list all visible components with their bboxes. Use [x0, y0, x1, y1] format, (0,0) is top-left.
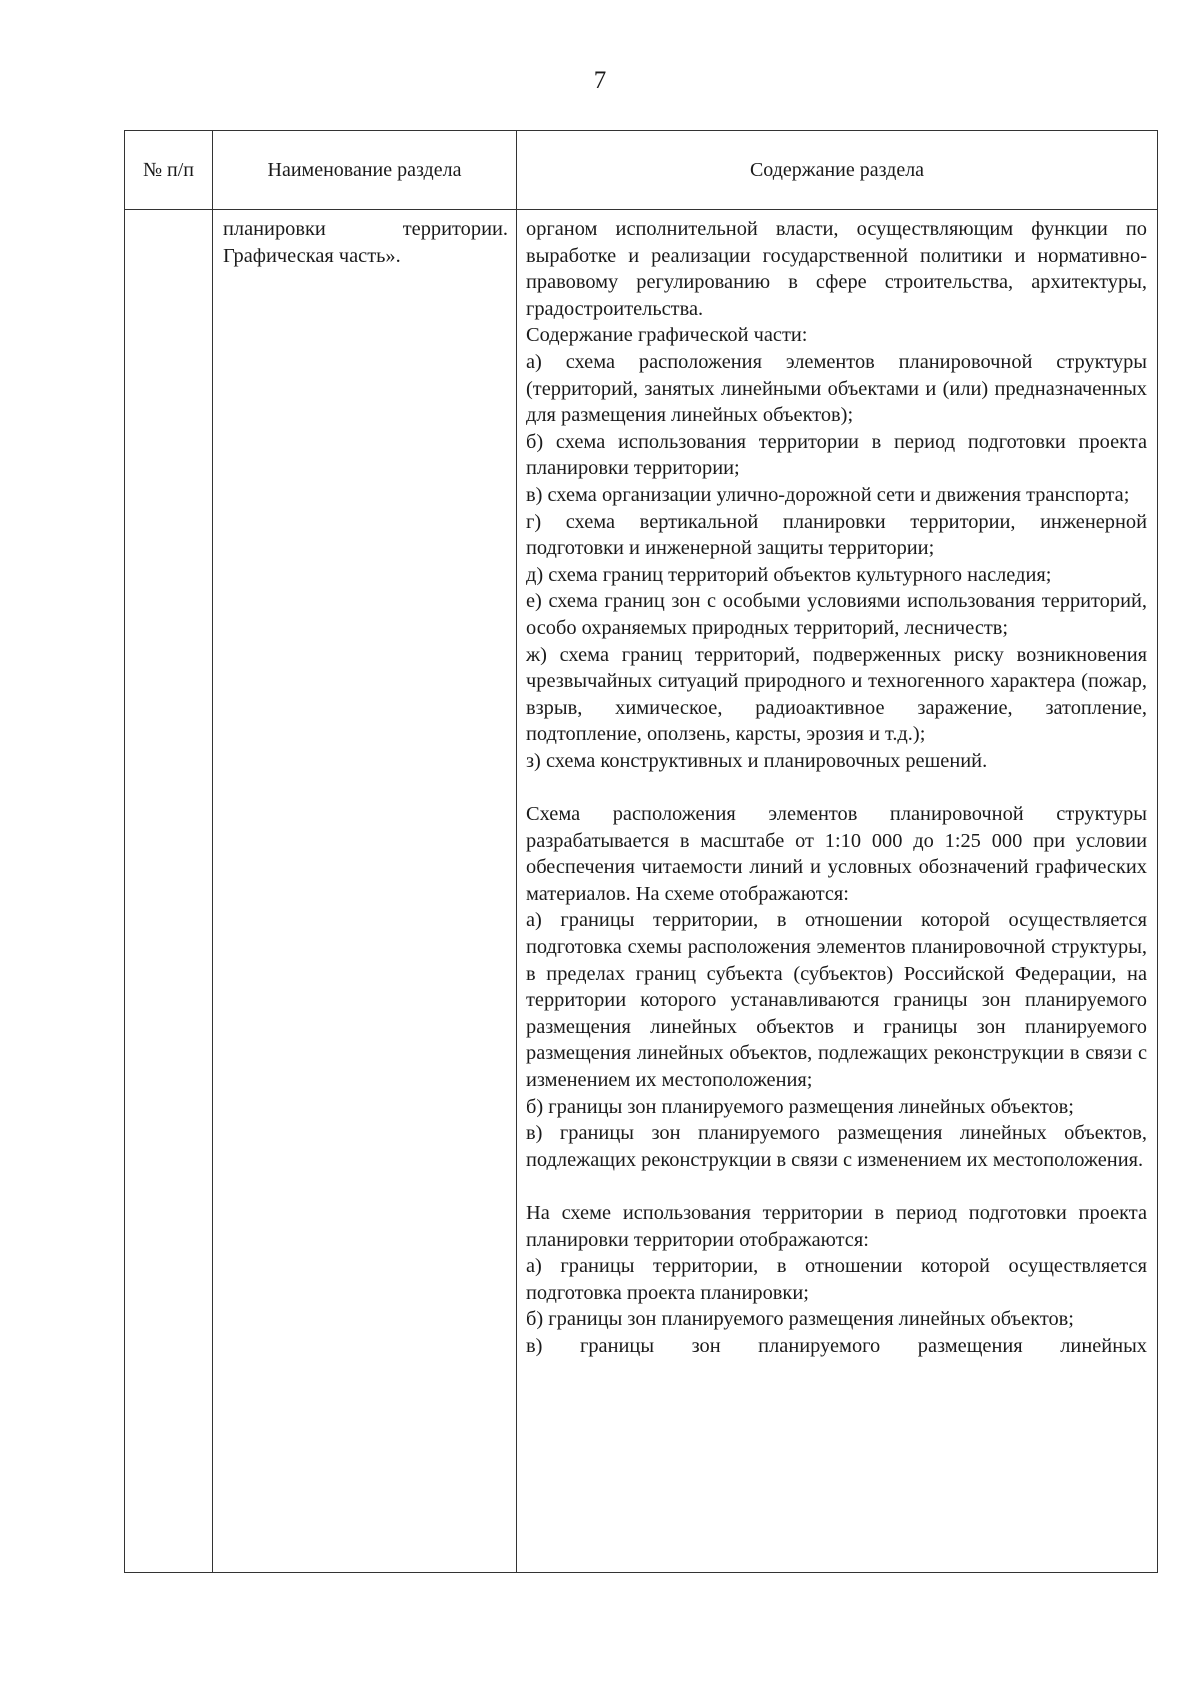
section-name: планировки территории. Графическая часть».	[223, 218, 508, 267]
document-table	[124, 130, 1158, 1573]
table-header-row	[125, 131, 1158, 210]
section-content	[517, 210, 1157, 1360]
row-num-cell	[125, 210, 213, 1573]
list-item: в) границы зон планируемого размещения линейных	[526, 1334, 1147, 1357]
table-row	[125, 210, 1158, 1573]
content-paragraph: На схеме использования территории в период подготовки проекта планировки территории отображаются:	[526, 1201, 1147, 1251]
list-item: в) схема организации улично-дорожной сети и движения транспорта;	[526, 483, 1130, 506]
list-item: д) схема границ территорий объектов культурного наследия;	[526, 563, 1052, 586]
list-item: а) границы территории, в отношении которой осуществляется подготовка проекта планировки;	[526, 1255, 1147, 1304]
header-content: Содержание раздела	[517, 131, 1158, 210]
list-item: а) границы территории, в отношении которой осуществляется подготовка схемы расположения элементов планировочной структуры, в пределах границ субъекта (субъектов) Российской Федерации, на территории которого устанавливаются границы зон планируемого размещения линейных объектов и границы зон планируемого размещения линейных объектов, подлежащих реконструкции в связи с изменением их местоположения;	[526, 909, 1147, 1091]
row-name-cell	[213, 210, 517, 1573]
list-item: е) схема границ зон с особыми условиями использования территорий, особо охраняемых природных территорий, лесничеств;	[526, 590, 1147, 639]
list-item: з) схема конструктивных и планировочных решений.	[526, 749, 988, 772]
list-item: б) границы зон планируемого размещения линейных объектов;	[526, 1095, 1074, 1118]
list-item: а) схема расположения элементов планировочной структуры (территорий, занятых линейными объектами и (или) предназначенных для размещения линейных объектов);	[526, 350, 1147, 427]
content-paragraph: Содержание графической части:	[526, 324, 808, 347]
content-paragraph: Схема расположения элементов планировочной структуры разрабатывается в масштабе от 1:10 000 до 1:25 000 при условии обеспечения читаемости линий и условных обозначений графических материалов. На схеме отображаются:	[526, 803, 1147, 905]
header-num: № п/п	[125, 131, 213, 210]
list-item: в) границы зон планируемого размещения линейных объектов, подлежащих реконструкции в связи с изменением их местоположения.	[526, 1122, 1147, 1171]
row-content-cell	[517, 210, 1158, 1573]
page-number: 7	[593, 67, 607, 94]
paragraph-gap	[526, 774, 1147, 801]
list-item: б) границы зон планируемого размещения линейных объектов;	[526, 1308, 1074, 1331]
list-item: ж) схема границ территорий, подверженных риску возникновения чрезвычайных ситуаций природного и техногенного характера (пожар, взрыв, химическое, радиоактивное заражение, затопление, подтопление, оползень, карсты, эрозия и т.д.);	[526, 643, 1147, 746]
header-name: Наименование раздела	[213, 131, 517, 210]
list-item: г) схема вертикальной планировки территории, инженерной подготовки и инженерной защиты территории;	[526, 510, 1147, 560]
content-paragraph: органом исполнительной власти, осуществляющим функции по выработке и реализации государственной политики и нормативно-правовому регулированию в сфере строительства, архитектуры, градостроительства.	[526, 218, 1147, 320]
paragraph-gap	[526, 1173, 1147, 1200]
list-item: б) схема использования территории в период подготовки проекта планировки территории;	[526, 430, 1147, 480]
